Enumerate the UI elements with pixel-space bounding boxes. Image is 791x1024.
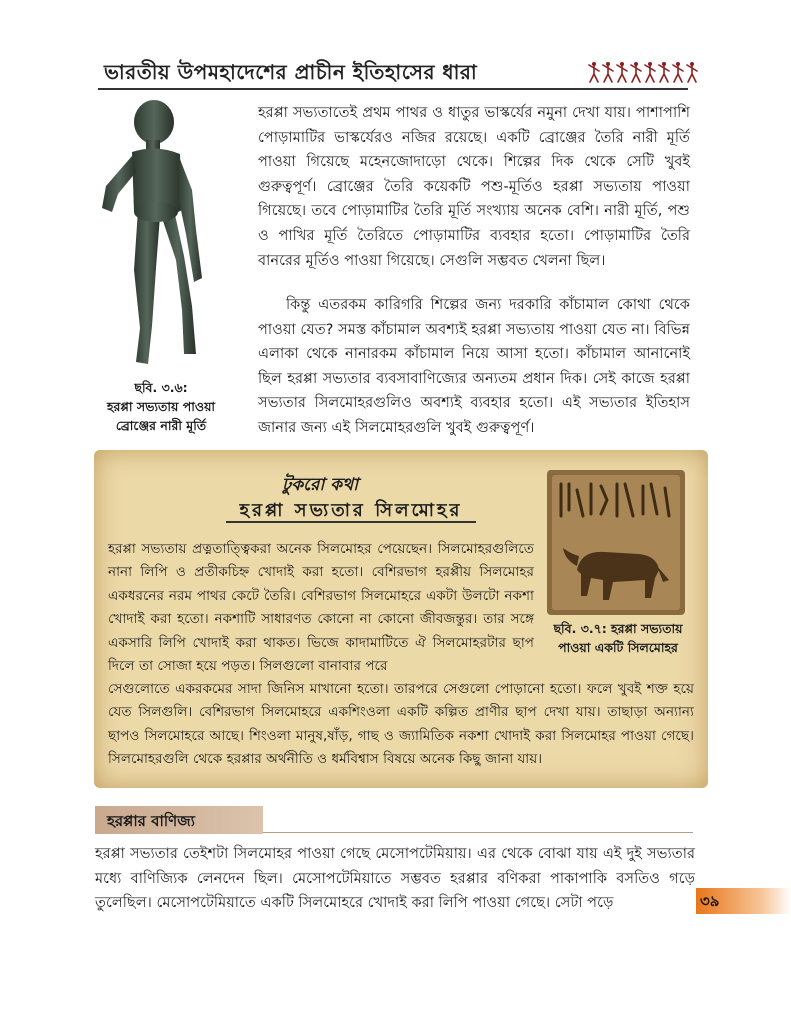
page-header-title: ভারতীয় উপমহাদেশের প্রাচীন ইতিহাসের ধারা xyxy=(104,60,478,84)
figure-3-7-caption xyxy=(540,619,696,657)
figure-3-6-caption-label: ছবি. ৩.৬: xyxy=(134,380,188,395)
figure-3-6-caption xyxy=(86,378,236,435)
page-number: ৩৯ xyxy=(700,892,720,910)
info-box-text-bottom: সেগুলোতে একরকমের সাদা জিনিস মাখানো হতো। তারপরে সেগুলো পোড়ানো হতো। ফলে খুবই শক্ত হয়ে যেত সিলগুলি। বেশিরভাগ সিলমোহরে একশিংওলা একটি কল্পিত প্রাণীর ছাপ দেখা যায়। তাছাড়া অন্যান্য ছাপও সিলমোহরে আছে। শিংওলা মানুষ,ষাঁড়, গাছ ও জ্যামিতিক নকশা খোদাই করা সিলমোহর পাওয়া গেছে। সিলমোহরগুলি থেকে হরপ্পার অর্থনীতি ও ধর্মবিশ্বাস বিষয়ে অনেক কিছু জানা যায়। xyxy=(108,681,694,768)
section-heading-rule xyxy=(263,832,693,833)
figure-3-6-caption-line2: হরপ্পা সভ্যতায় পাওয়া xyxy=(106,399,216,414)
info-box-title: হরপ্পা সভ্যতার সিলমোহর xyxy=(239,500,463,521)
figure-3-6-caption-line3: ব্রোঞ্জের নারী মূর্তি xyxy=(115,418,207,433)
dancing-figures-decoration xyxy=(588,60,704,86)
info-box-label: টুকরো কথা xyxy=(282,475,359,495)
figure-3-7-caption-line1: ছবি. ৩.৭: হরপ্পা সভ্যতায় xyxy=(553,621,683,636)
paragraph-trade: হরপ্পা সভ্যতার তেইশটা সিলমোহর পাওয়া গেছে মেসোপটেমিয়ায়। এর থেকে বোঝা যায় এই দুই সভ্যতার মধ্যে বাণিজ্যিক লেনদেন ছিল। মেসোপটেমিয়াতে সম্ভবত হরপ্পার বণিকরা পাকাপাকি বসতিও গড়ে তুলেছিল। মেসোপটেমিয়াতে একটি সিলমোহরে খোদাই করা লিপি পাওয়া গেছে। সেটা পড়ে xyxy=(95,845,695,912)
paragraph-sculpture: হরপ্পা সভ্যতাতেই প্রথম পাথর ও ধাতুর ভাস্কর্যের নমুনা দেখা যায়। পাশাপাশি পোড়ামাটির ভাস্কর্যেরও নজির রয়েছে। একটি ব্রোঞ্জের তৈরি নারী মূর্তি পাওয়া গিয়েছে মহেনজোদাড়ো থেকে। শিল্পের দিক থেকে সেটি খুবই গুরুত্বপূর্ণ। ব্রোঞ্জের তৈরি কয়েকটি পশু-মূর্তিও হরপ্পা সভ্যতায় পাওয়া গিয়েছে। তবে পোড়ামাটির তৈরি মূর্তি সংখ্যায় অনেক বেশি। নারী মূর্তি, পশু ও পাখির মূর্তি তৈরিতে পোড়ামাটির ব্যবহার হতো। পোড়ামাটির তৈরি বানরের মূর্তিও পাওয়া গিয়েছে। সেগুলি সম্ভবত খেলনা ছিল। xyxy=(258,104,690,269)
info-box-title-rule xyxy=(226,521,476,523)
section-heading-trade: হরপ্পার বাণিজ্য xyxy=(107,812,195,830)
harappan-seal-image xyxy=(547,470,685,615)
figure-3-7-caption-line2: পাওয়া একটি সিলমোহর xyxy=(558,640,678,655)
info-box-text-top: হরপ্পা সভ্যতায় প্রত্নতাত্ত্বিকরা অনেক সিলমোহর পেয়েছেন। সিলমোহরগুলিতে নানা লিপি ও প্রতীকচিহ্ন খোদাই করা হতো। বেশিরভাগ হরপ্পীয় সিলমোহর একধরনের নরম পাথর কেটে তৈরি। বেশিরভাগ সিলমোহরে একটা উলটো নকশা খোদাই করা হতো। নকশাটি সাধারণত কোনো না কোনো জীবজন্তুর। তার সঙ্গে একসারি লিপি খোদাই করা থাকত। ভিজে কাদামাটিতে ঐ সিলমোহরটার ছাপ দিলে তা সোজা হয়ে পড়ত। সিলগুলো বানাবার পরে xyxy=(108,541,534,675)
bronze-dancing-girl-image xyxy=(84,100,234,375)
header-rule xyxy=(98,88,688,90)
paragraph-raw-materials: কিন্তু এতরকম কারিগরি শিল্পের জন্য দরকারি কাঁচামাল কোথা থেকে পাওয়া যেত? সমস্ত কাঁচামাল অবশ্যই হরপ্পা সভ্যতায় পাওয়া যেত না। বিভিন্ন এলাকা থেকে নানারকম কাঁচামাল নিয়ে আসা হতো। কাঁচামাল আনানোই ছিল হরপ্পা সভ্যতার ব্যবসাবাণিজ্যের অন্যতম প্রধান দিক। সেই কাজে হরপ্পা সভ্যতার সিলমোহরগুলিও অবশ্যই ব্যবহার হতো। এই সভ্যতার ইতিহাস জানার জন্য এই সিলমোহরগুলি খুবই গুরুত্বপূর্ণ। xyxy=(258,296,690,436)
